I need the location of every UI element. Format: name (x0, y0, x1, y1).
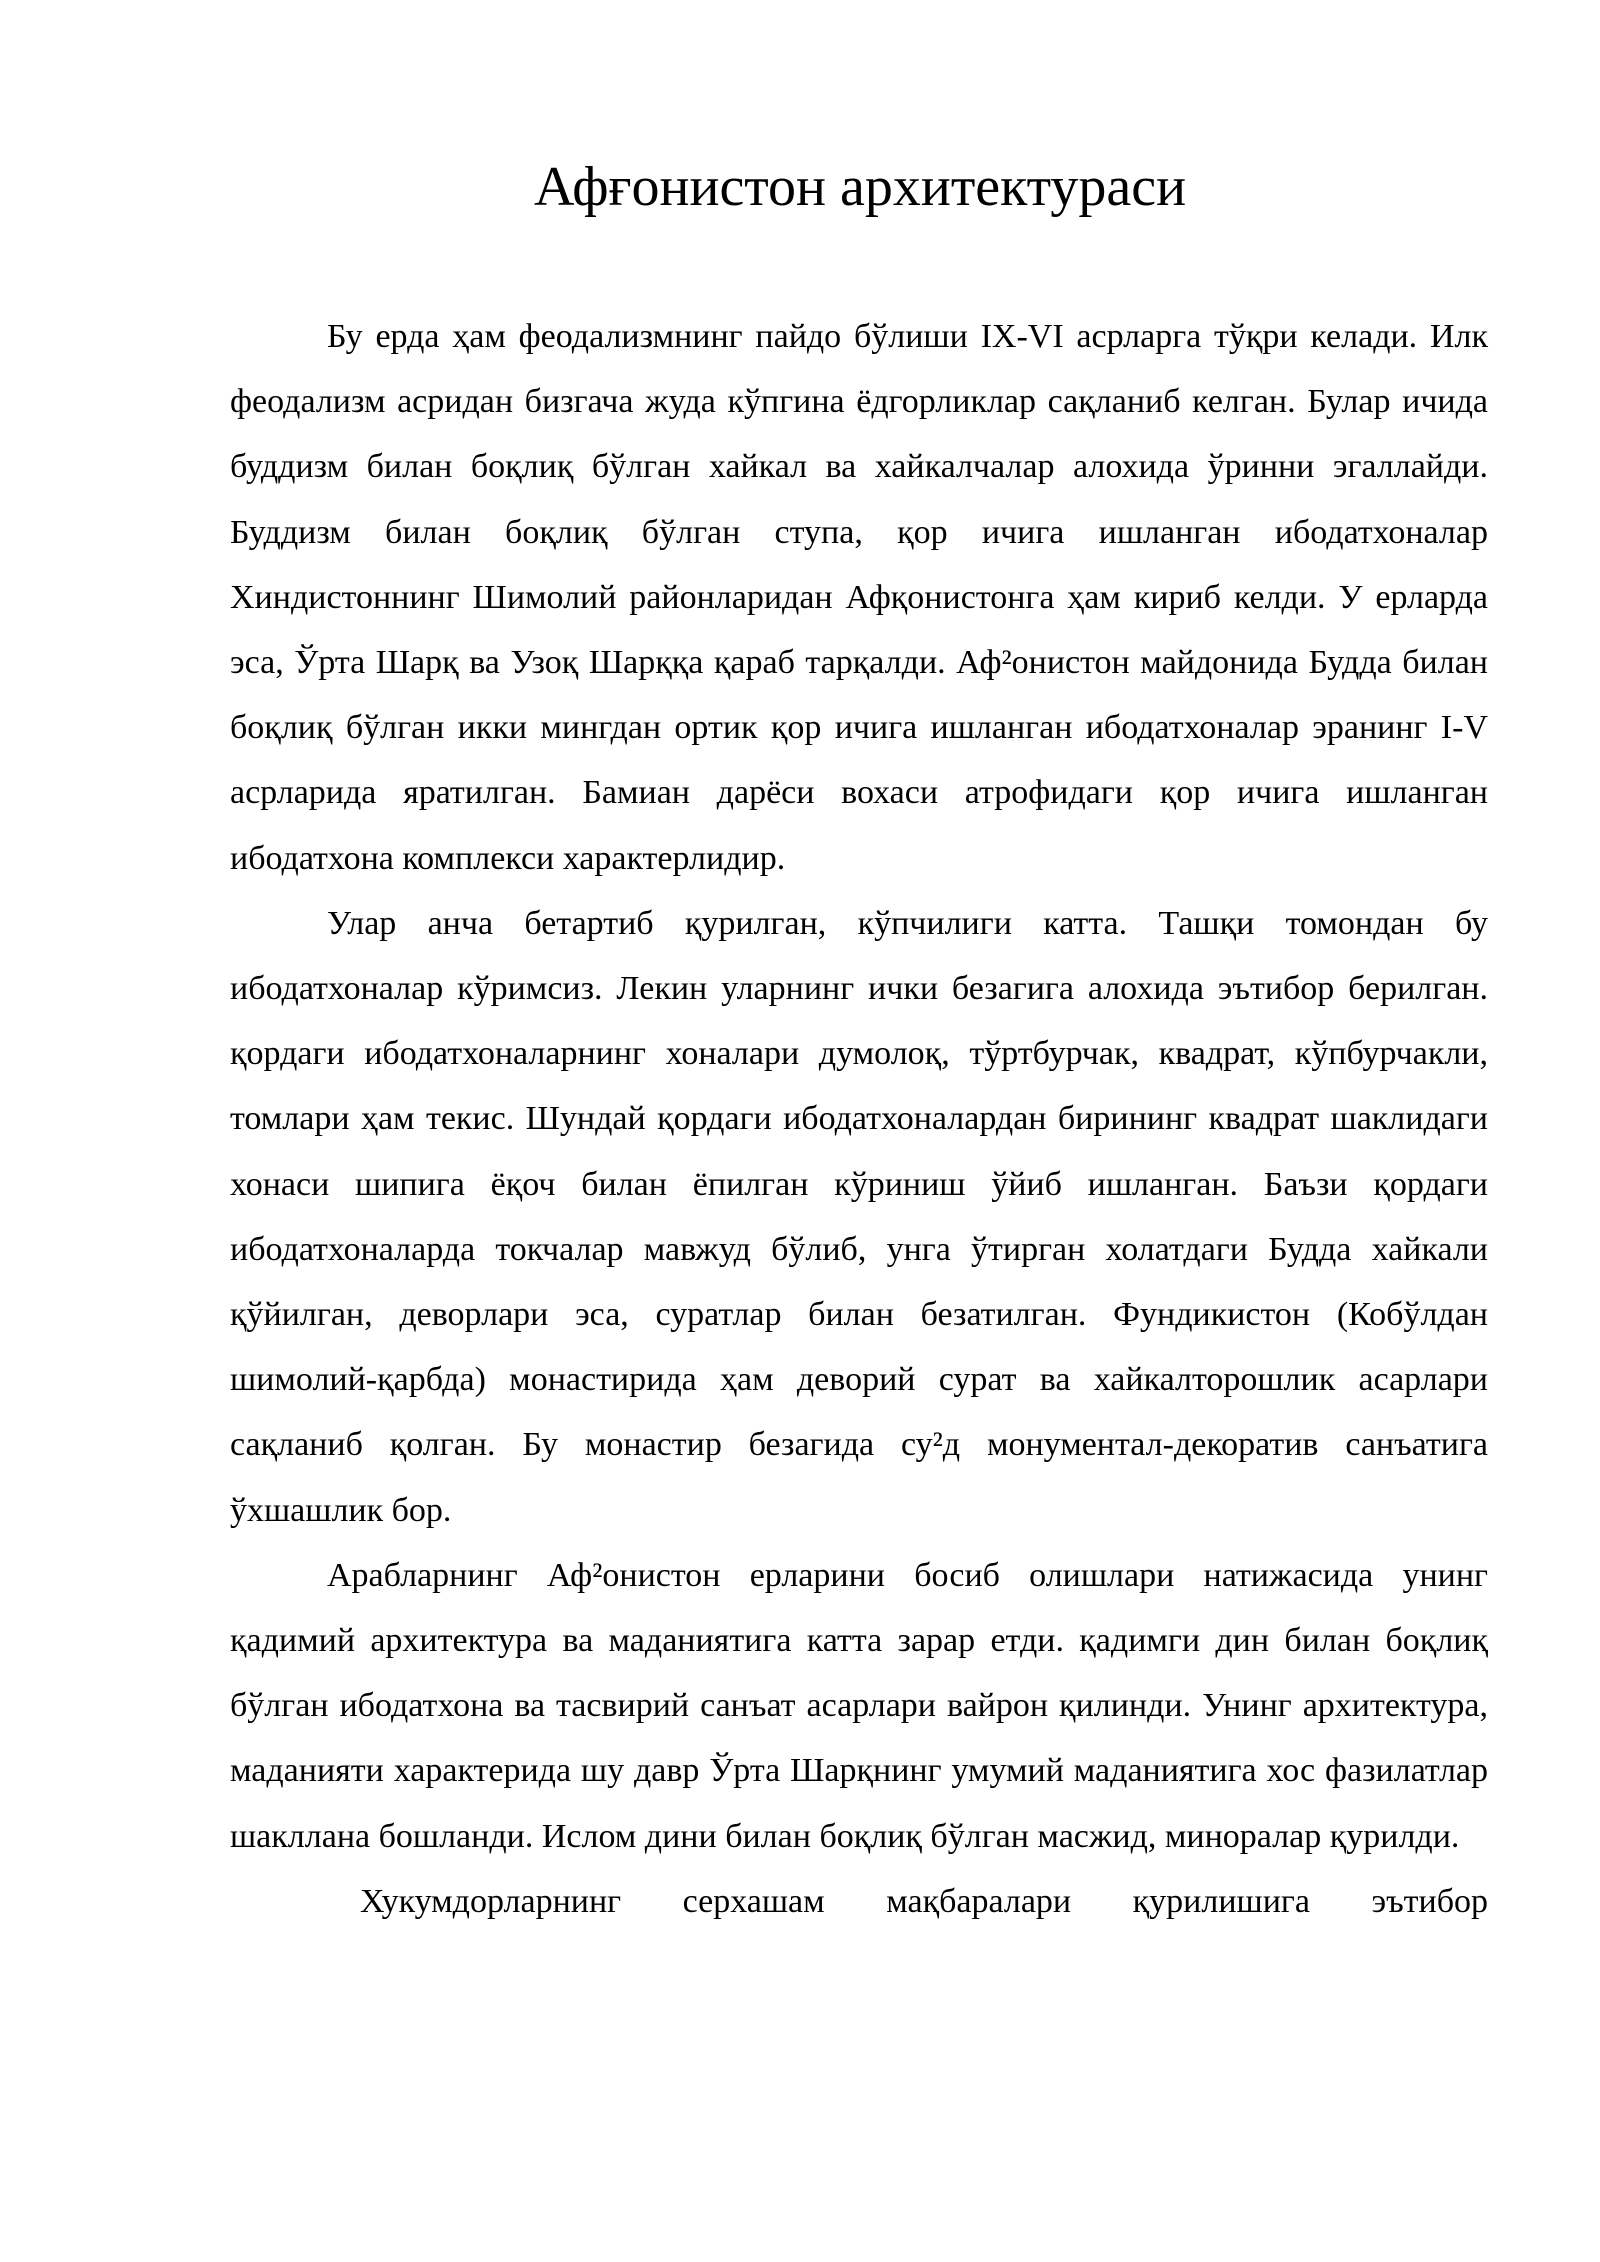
paragraph-4: Хукумдорларнинг серхашам мақбаралари қурилишига эътибор (360, 1882, 1488, 1920)
paragraph-2: Улар анча бетартиб қурилган, кўпчилиги катта. Ташқи томондан бу ибодатхоналар кўримсиз. Лекин уларнинг ички безагига алохида эътибор берилган. қордаги ибодатхоналарнинг хоналари думолоқ, тўртбурчак, квадрат, кўпбурчакли, томлари ҳам текис. Шундай қордаги ибодатхоналардан бирининг квадрат шаклидаги хонаси шипига ёқоч билан ёпилган кўриниш ўйиб ишланган. Баъзи қордаги ибодатхоналарда токчалар мавжуд бўлиб, унга ўтирган холатдаги Будда хайкали қўйилган, деворлари эса, суратлар билан безатилган. Фундикистон (Кобўлдан шимолий-қарбда) монастирида ҳам деворий сурат ва хайкалторошлик асарлари сақланиб қолган. Бу монастир безагида су²д монументал-декоратив санъатига ўхшашлик бор. (230, 904, 1488, 1529)
document-title: Афғонистон архитектураси (533, 156, 1187, 218)
paragraph-1: Бу ерда ҳам феодализмнинг пайдо бўлиши IX-VI асрларга тўқри келади. Илк феодализм асридан бизгача жуда кўпгина ёдгорликлар сақланиб келган. Булар ичида буддизм билан боқлиқ бўлган хайкал ва хайкалчалар алохида ўринни эгаллайди. Буддизм билан боқлиқ бўлган ступа, қор ичига ишланган ибодатхоналар Хиндистоннинг Шимолий районларидан Афқонистонга ҳам кириб келди. У ерларда эса, Ўрта Шарқ ва Узоқ Шарққа қараб тарқалди. Аф²онистон майдонида Будда билан боқлиқ бўлган икки мингдан ортик қор ичига ишланган ибодатхоналар эранинг I-V асрларида яратилган. Бамиан дарёси вохаси атрофидаги қор ичига ишланган ибодатхона комплекси характерлидир. (230, 318, 1488, 877)
paragraph-3: Арабларнинг Аф²онистон ерларини босиб олишлари натижасида унинг қадимий архитектура ва маданиятига катта зарар етди. қадимги дин билан боқлиқ бўлган ибодатхона ва тасвирий санъат асарлари вайрон қилинди. Унинг архитектура, маданияти характерида шу давр Ўрта Шарқнинг умумий маданиятига хос фазилатлар шакллана бошланди. Ислом дини билан боқлиқ бўлган масжид, миноралар қурилди. (230, 1556, 1488, 1855)
document-body (230, 304, 1488, 1934)
